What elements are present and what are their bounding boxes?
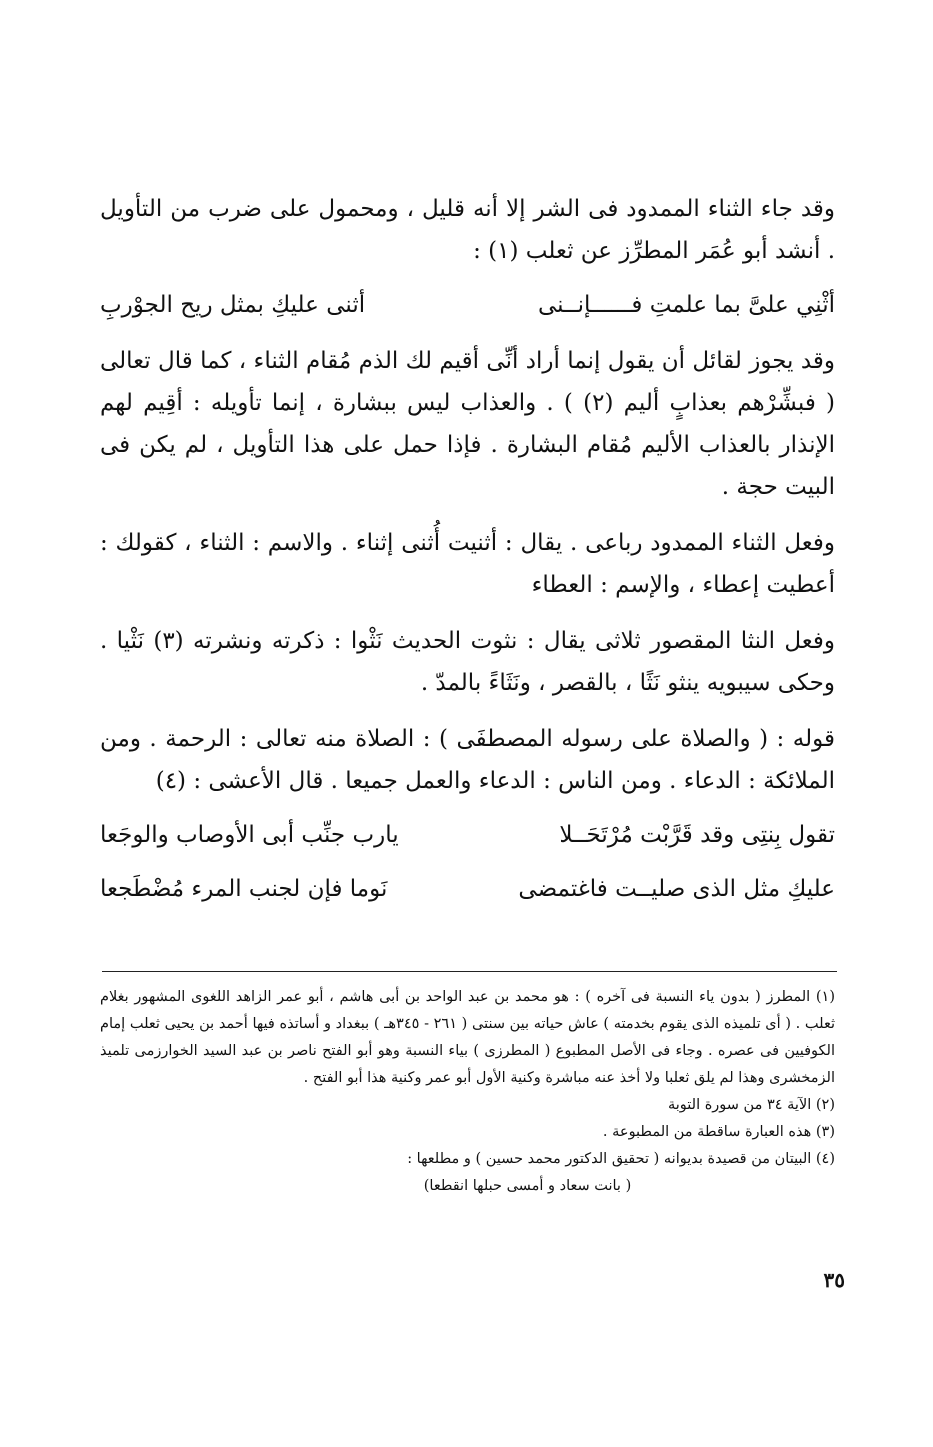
footnote-3: (٣) هذه العبارة ساقطة من المطبوعة . (602, 1124, 835, 1140)
verse-3 (100, 868, 835, 910)
footnote-4: (٤) البيتان من قصيدة بديوانه ( تحقيق الدكتور محمد حسين ) و مطلعها : (407, 1151, 835, 1167)
paragraph-2: وقد يجوز لقائل أن يقول إنما أراد أنِّى أقيم لك الذم مُقام الثناء ، كما قال تعالى ( فبشِّرْهم بعذابٍ أليم (٢) ) . والعذاب ليس ببشارة ، إنما تأويله : أقِيم لهم الإنذار بالعذاب الأليم مُقام البشارة . فإذا حمل على هذا التأويل ، لم يكن فى البيت حجة . (100, 348, 835, 500)
page-number: ٣٥ (823, 1268, 845, 1292)
main-text (100, 188, 835, 910)
verse-2-first-hemistich: تقول بِنتِى وقد قَرَّبْت مُرْتَحَــلا (559, 822, 835, 848)
paragraph-4: وفعل النثا المقصور ثلاثى يقال : نثوت الحديث نَثْوا : ذكرته ونشرته (٣) نَثْيا . وحكى سيبويه ينثو نَثًا ، بالقصر ، ونَثَاءً بالمدّ . (100, 628, 835, 696)
verse-1-first-hemistich: أثْنِي علىَّ بما علمتِ فــــــإنــنى (537, 292, 835, 318)
footnote-4-quote: ( بانت سعاد و أمسى حبلها انقطعا) (423, 1178, 632, 1194)
footnotes (100, 984, 835, 1200)
paragraph-5: قوله : ( والصلاة على رسوله المصطفَى ) : الصلاة منه تعالى : الرحمة . ومن الملائكة : الدعاء . ومن الناس : الدعاء والعمل جميعا . قال الأعشى : (٤) (100, 726, 835, 794)
verse-3-first-hemistich: عليكِ مثل الذى صليــت فاغتمضى (518, 876, 835, 902)
footnote-1: (١) المطرز ( بدون ياء النسبة فى آخره ) : هو محمد بن عبد الواحد بن أبى هاشم ، أبو عمر الزاهد اللغوى المشهور بغلام ثعلب . ( أى تلميذه الذى يقوم بخدمته ) عاش حياته بين سنتى ( ٢٦١ - ٣٤٥هـ ) ببغداد و أساتذه فيها أحمد بن يحيى ثعلب إمام الكوفيين فى عصره . وجاء فى الأصل المطبوع ( المطرزى ) بياء النسبة وهو أبو الفتح ناصر بن عبد السيد الخوارزمى تلميذ الزمخشرى وهذا لم يلق ثعلبا ولا أخذ عنه مباشرة وكنية الأول أبو عمر وكنية هذا أبو الفتح . (100, 989, 835, 1086)
verse-1 (100, 284, 835, 326)
verse-1-second-hemistich: أثنى عليكِ بمثل ريح الجوْربِ (100, 292, 366, 318)
paragraph-1: وقد جاء الثناء الممدود فى الشر إلا أنه قليل ، ومحمول على ضرب من التأويل . أنشد أبو عُمَر المطرِّز عن ثعلب (١) : (100, 196, 835, 264)
verse-3-second-hemistich: نَوما فإن لجنب المرء مُضْطَجعا (100, 876, 388, 902)
footnote-2: (٢) الآية ٣٤ من سورة التوبة (667, 1097, 835, 1113)
verse-2 (100, 814, 835, 856)
verse-2-second-hemistich: يارب جنِّب أبى الأوصاب والوجَعا (100, 822, 399, 848)
footnote-divider (102, 971, 837, 972)
paragraph-3: وفعل الثناء الممدود رباعى . يقال : أثنيت أُثنى إثناء . والاسم : الثناء ، كقولك : أعطيت إعطاء ، والإسم : العطاء (100, 530, 835, 598)
